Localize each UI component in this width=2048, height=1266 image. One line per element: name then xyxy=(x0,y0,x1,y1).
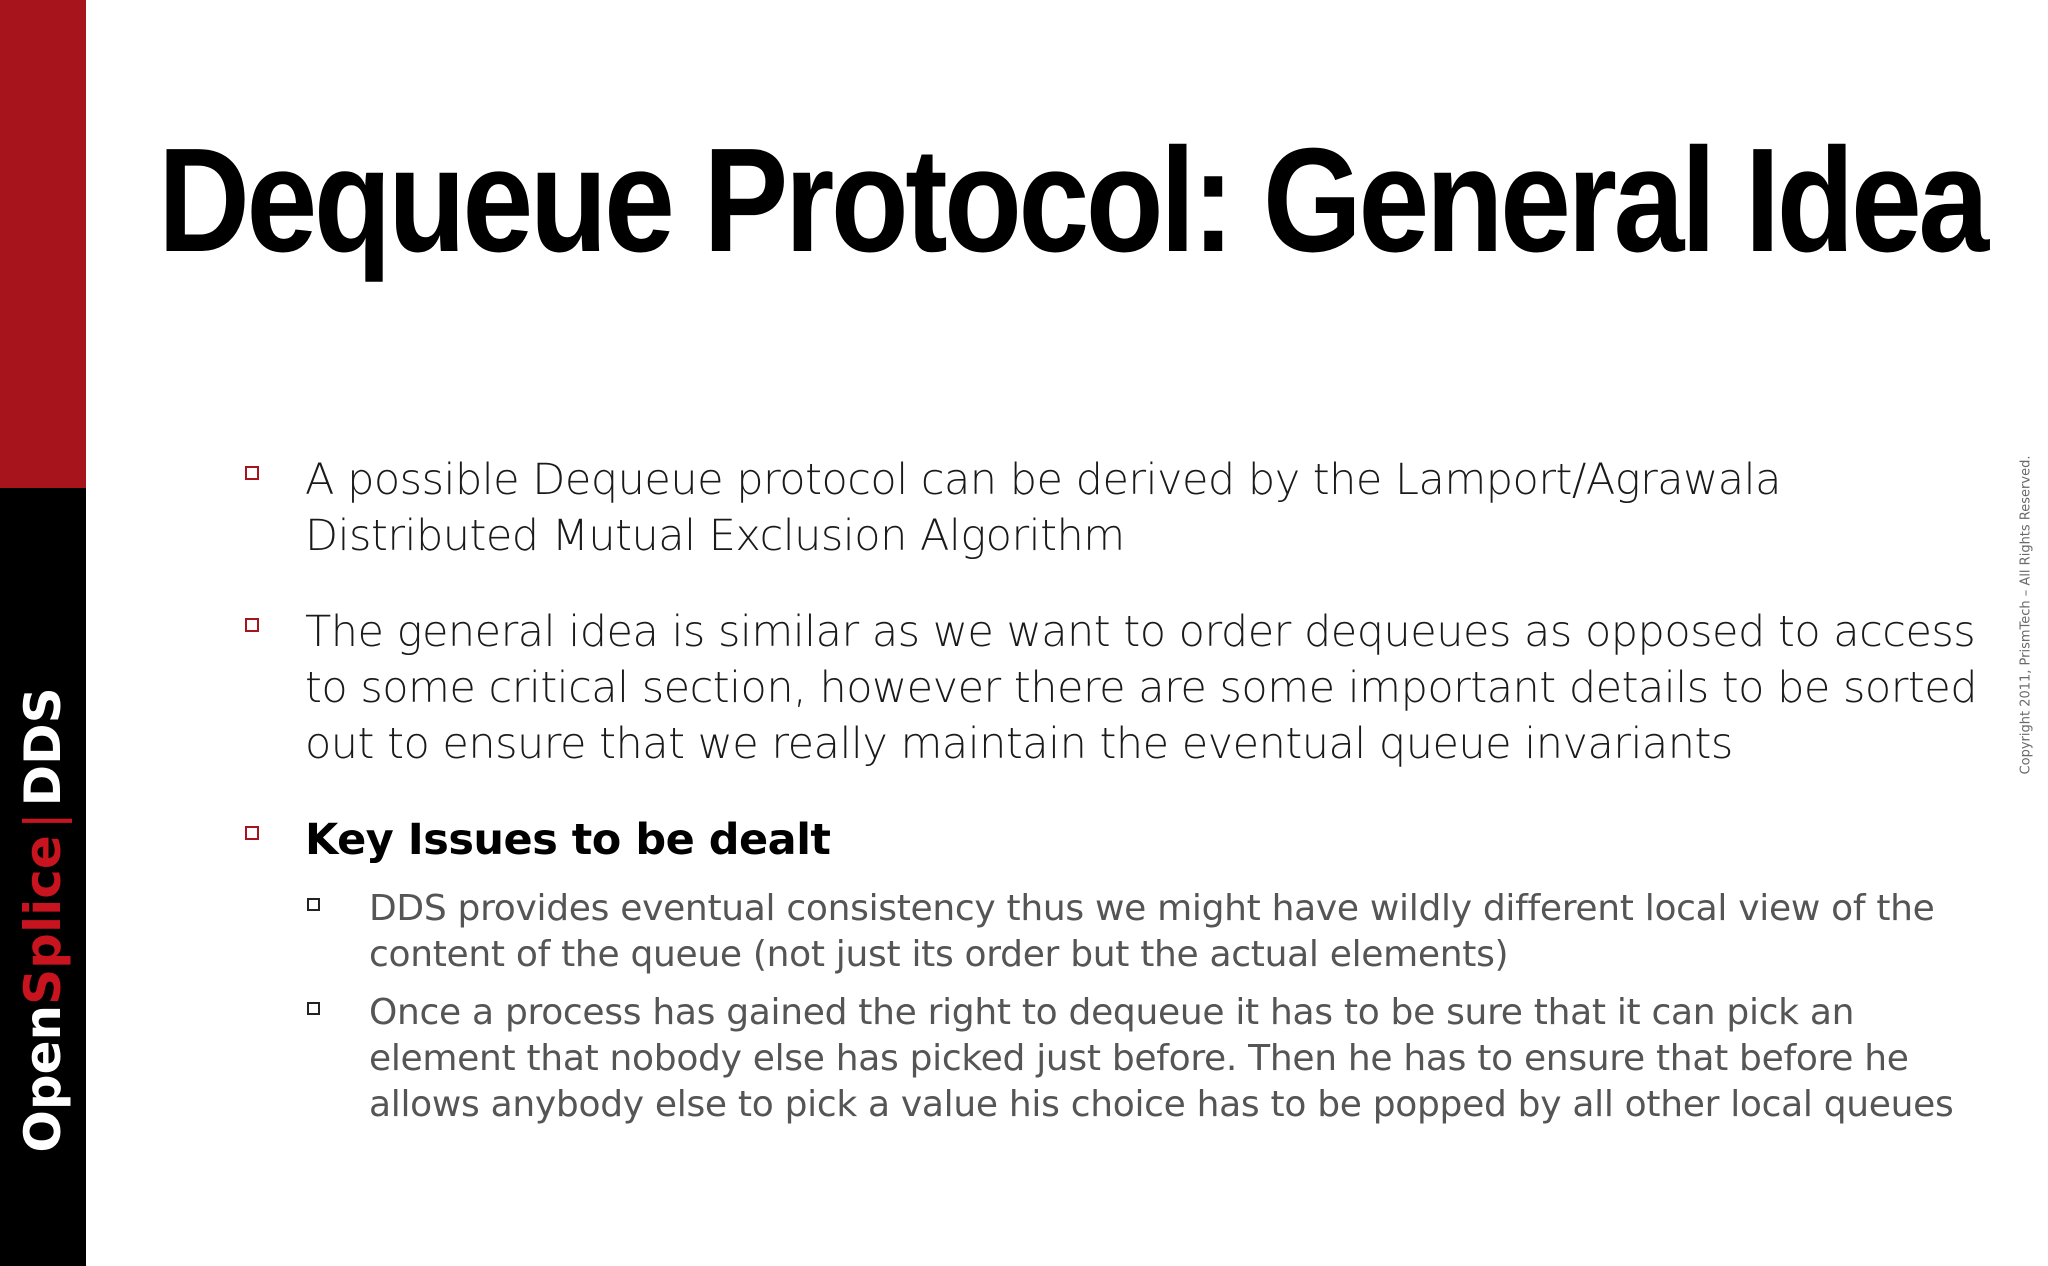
sub-bullet-item xyxy=(305,886,2005,978)
bullet-heading: Key Issues to be dealt xyxy=(305,815,831,865)
bullet-item xyxy=(245,812,2005,1128)
sub-bullet-text: DDS provides eventual consistency thus we might have wildly different local view of the content of the queue (not just its order but the actual elements) xyxy=(369,888,1935,975)
sidebar-red-band xyxy=(0,0,86,488)
sub-bullet-text: Once a process has gained the right to dequeue it has to be sure that it can pick an element that nobody else has picked just before. Then he has to ensure that before he allows anybody else to pick a value his choice has to be popped by all other local queues xyxy=(369,992,1954,1125)
copyright-notice: Copyright 2011, PrismTech – All Rights Reserved. xyxy=(2018,455,2034,775)
square-bullet-icon xyxy=(245,618,259,632)
square-bullet-icon xyxy=(245,466,259,480)
opensplice-dds-logo xyxy=(14,687,72,1153)
bullet-item xyxy=(245,604,2005,772)
square-sub-bullet-icon xyxy=(307,898,320,911)
bullet-item xyxy=(245,452,2005,564)
logo-separator: | xyxy=(14,812,72,830)
bullet-text: A possible Dequeue protocol can be derived by the Lamport/Agrawala Distributed Mutual Exclusion Algorithm xyxy=(305,455,1781,561)
logo-splice-text: Splice xyxy=(14,835,72,1005)
sub-bullet-list xyxy=(305,886,2005,1128)
bullet-text: The general idea is similar as we want to order dequeues as opposed to access to some critical section, however there are some important details to be sorted out to ensure that we really maintain the eventual queue invariants xyxy=(305,607,1978,769)
sub-bullet-item xyxy=(305,990,2005,1128)
slide-title: Dequeue Protocol: General Idea xyxy=(158,118,1986,283)
square-bullet-icon xyxy=(245,826,259,840)
logo-dds-text: DDS xyxy=(14,687,72,807)
square-sub-bullet-icon xyxy=(307,1002,320,1015)
logo-open-text: Open xyxy=(14,1004,72,1153)
bullet-list xyxy=(245,452,2005,1168)
